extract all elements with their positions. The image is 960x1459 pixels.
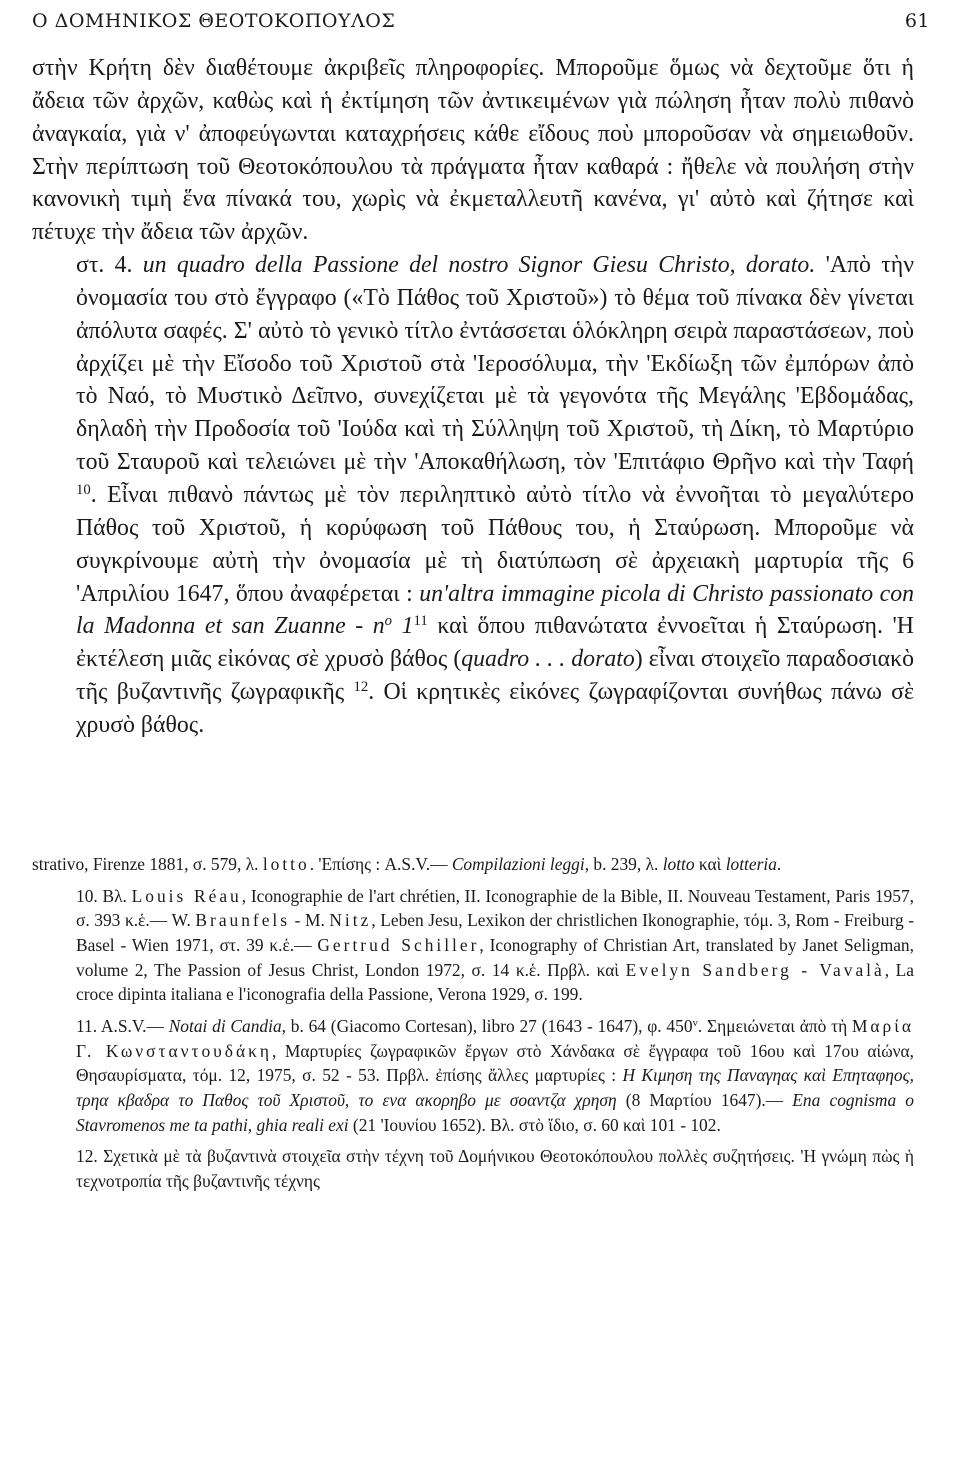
text-run: 12. Σχετικὰ μὲ τὰ βυζαντινὰ στοιχεῖα στὴν τέχνη τοῦ Δομήνικου Θεοτοκόπουλου πολλὲς συζητήσεις. 'Η γνώμη πὼς ἡ τεχνοτροπία τῆς βυζαντινῆς τέχνης <box>76 1146 914 1191</box>
text-run: 11. A.S.V.— <box>76 1015 169 1036</box>
italic-text: Η Κιμηση της Παναγηας καὶ Επηταφηος, τρηα κβαδρα το Παθος τοῦ Χριστοῦ, το ενα ακορηβο με σοαντζα χρηση <box>76 1065 914 1110</box>
text-run: , La croce dipinta italiana e l'iconografia della Passione, Verona 1929, σ. 199. <box>76 959 914 1005</box>
footnote-10 <box>32 884 914 1007</box>
paragraph-note-commentary <box>32 249 914 742</box>
spaced-text: lotto <box>262 854 310 874</box>
italic-text: Compilazioni leggi <box>451 854 585 874</box>
italic-text: lotteria <box>725 854 777 874</box>
text-run: - M. <box>290 910 330 931</box>
page-number: 61 <box>904 10 930 32</box>
text-run: καὶ ὅπου πιθανώτατα ἐννοεῖται ἡ Σταύρωση. 'Η ἐκτέλεση μιᾶς εἰκόνας σὲ χρυσὸ βάθος ( <box>76 613 914 673</box>
text-run: 10. Βλ. <box>76 885 132 906</box>
text-run: ) εἶναι στοιχεῖο παραδοσιακὸ τῆς βυζαντινῆς ζωγραφικῆς <box>76 646 914 706</box>
text-run: . 'Επίσης : A.S.V.— <box>309 854 452 874</box>
italic-quote: quadro . . . dorato <box>461 646 635 673</box>
text-run: . <box>776 854 782 874</box>
spaced-text: Evelyn Sandberg - Vavalà <box>625 959 885 980</box>
text-run: (8 Μαρτίου 1647).— <box>616 1089 793 1110</box>
text-run: 'Απὸ τὴν ὀνομασία του στὸ ἔγγραφο («Τὸ Πάθος τοῦ Χριστοῦ») τὸ θέμα τοῦ πίνακα δὲν γίνεται ἀπόλυτα σαφές. Σ' αὐτὸ τὸ γενικὸ τίτλο ἐντάσσεται ὁλόκληρη σειρὰ παραστάσεων, ποὺ ἀρχίζει μὲ τὴν Εἴσοδο τοῦ Χριστοῦ στὰ 'Ιεροσόλυμα, τὴν 'Εκδίωξη τῶν ἐμπόρων ἀπὸ τὸ Ναό, τὸ Μυστικὸ Δεῖπνο, συνεχίζεται μὲ τὰ γεγονότα τῆς Μεγάλης 'Εβδομάδας, δηλαδὴ τὴν Προδοσία τοῦ 'Ιούδα καὶ τὴ Σύλληψη τοῦ Χριστοῦ, τὴ Δίκη, τὸ Μαρτύριο τοῦ Σταυροῦ καὶ τελειώνει μὲ τὴν 'Αποκαθήλωση, τὸν 'Επιτάφιο Θρῆνο καὶ τὴν Ταφή <box>76 252 915 476</box>
footnote-ref: 11 <box>413 613 428 630</box>
text-run: . Οἱ κρητικὲς εἰκόνες ζωγραφίζονται συνήθως πάνω σὲ χρυσὸ βάθος. <box>76 679 915 738</box>
footnote-12 <box>32 1144 914 1193</box>
text-run: , Leben Jesu, Lexikon der christlichen Ikonographie, τόμ. 3, Rom - Freiburg - Basel - Wien 1971, στ. 39 κ.ἑ.— <box>76 910 915 955</box>
text-run: (21 'Ιουνίου 1652). Βλ. στὸ ἴδιο, σ. 60 καὶ 101 - 102. <box>348 1114 721 1135</box>
text-run: strativo, Firenze 1881, σ. 579, λ. <box>32 854 263 874</box>
italic-quote: un'altra immagine picola di Christo passionato con la Madonna et san Zuanne - n <box>76 580 914 640</box>
spaced-text: Braunfels <box>195 910 291 931</box>
spaced-text: Μαρία Γ. Κωνσταντουδάκη <box>76 1015 915 1061</box>
text-run: , Iconographie de l'art chrétien, II. Iconographie de la Bible, II. Nouveau Testament, Paris 1957, σ. 393 κ.ἑ.— W. <box>76 885 914 931</box>
spaced-text: Gertrud Schiller <box>317 934 480 955</box>
footnote-11 <box>32 1014 914 1137</box>
superscript: v <box>692 1017 698 1030</box>
superscript: o <box>384 613 393 630</box>
text-run: , b. 64 (Giacomo Cortesan), libro 27 (1643 - 1647), φ. 450 <box>281 1015 693 1036</box>
text-run: . Σημειώνεται ἀπὸ τὴ <box>697 1015 852 1036</box>
paragraph <box>32 52 914 249</box>
text-run: , Μαρτυρίες ζωγραφικῶν ἔργων στὸ Χάνδακα σὲ ἔγγραφα τοῦ 16ου καὶ 17ου αἰώνα, Θησαυρίσματα, τόμ. 12, 1975, σ. 52 - 53. Πρβλ. ἐπίσης ἄλλες μαρτυρίες : <box>76 1040 914 1086</box>
running-title: Ο ΔΟΜΗΝΙΚΟΣ ΘΕΟΤΟΚΟΠΟΥΛΟΣ <box>32 10 396 32</box>
italic-text: lotto <box>662 854 695 874</box>
italic-quote: un quadro della Passione del nostro Signor Giesu Christo, dorato. <box>142 252 816 279</box>
text-run: στ. 4. <box>76 252 143 279</box>
italic-text: Notai di Candia <box>168 1015 282 1036</box>
text-run: , Iconography of Christian Art, translated by Janet Seligman, volume 2, The Passion of Jesus Christ, London 1972, σ. 14 κ.ἑ. Πρβλ. καὶ <box>76 934 914 980</box>
footnote-ref: 10 <box>76 481 91 498</box>
main-text <box>32 52 914 742</box>
spaced-text: Nitz <box>329 910 372 931</box>
italic-text: Ena cognisma o Stavromenos me ta pathi, ghia reali exi <box>76 1089 914 1135</box>
text-run: , b. 239, λ. <box>584 854 663 874</box>
spaced-text: Louis Réau <box>131 885 242 906</box>
text-run: . Εἶναι πιθανὸ πάντως μὲ τὸν περιληπτικὸ αὐτὸ τίτλο νὰ ἐννοῆται τὸ μεγαλύτερο Πάθος τοῦ Χριστοῦ, ἡ κορύφωση τοῦ Πάθους του, ἡ Σταύρωση. Μποροῦμε νὰ συγκρίνουμε αὐτὴ τὴν ὀνομασία μὲ τὴ διατύπωση σὲ ἀρχειακὴ μαρτυρία τῆς 6 'Απριλίου 1647, ὅπου ἀναφέρεται : <box>76 481 914 607</box>
footnotes <box>32 852 914 1194</box>
text-run: καὶ <box>694 854 726 874</box>
italic-quote: 1 <box>392 613 414 640</box>
running-header <box>32 10 928 42</box>
footnote-ref: 12 <box>353 678 369 695</box>
text-run: στὴν Κρήτη δὲν διαθέτουμε ἀκριβεῖς πληροφορίες. Μποροῦμε ὅμως νὰ δεχτοῦμε ὅτι ἡ ἄδεια τῶν ἀρχῶν, καθὼς καὶ ἡ ἐκτίμηση τῶν ἀντικειμένων γιὰ πώληση ἦταν πολὺ πιθανὸ ἀναγκαία, γιὰ ν' ἀποφεύγωνται καταχρήσεις κάθε εἴδους ποὺ μποροῦσαν νὰ σημειωθοῦν. Στὴν περίπτωση τοῦ Θεοτοκόπουλου τὰ πράγματα ἦταν καθαρά : ἤθελε νὰ πουλήση στὴν κανονικὴ τιμὴ ἕνα πίνακά του, χωρὶς νὰ ἐκμεταλλευτῆ κανένα, γι' αὐτὸ καὶ ζήτησε καὶ πέτυχε τὴν ἄδεια τῶν ἀρχῶν. <box>32 55 914 246</box>
footnote-continuation <box>32 852 914 877</box>
